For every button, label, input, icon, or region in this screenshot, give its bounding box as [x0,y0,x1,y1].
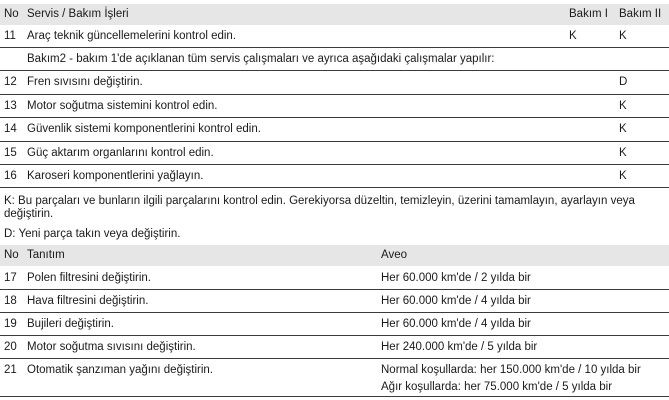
row-description: Otomatik şanzıman yağını değiştirin. [27,364,213,376]
row-number: 13 [4,100,17,112]
table1-header-title: Servis / Bakım İşleri [27,8,129,20]
legend-note-k: K: Bu parçaları ve bunların ilgili parçalarını kontrol edin. Gerekiyorsa düzeltin, temizleyin, üzerini tamamlayın, ayarlayın veya değiştirin. [4,195,635,220]
row-number: 14 [4,123,17,135]
table-row [0,118,669,142]
row-number: 16 [4,170,17,182]
table-row [0,313,669,336]
row-bakim1-mark: K [569,30,577,42]
row-number: 17 [4,272,17,284]
row-description: Hava filtresini değiştirin. [27,295,149,307]
table-row [0,359,669,397]
row-number: 18 [4,295,17,307]
row-number: 12 [4,76,17,88]
row-bakim2-mark: K [619,147,627,159]
row-interval-heavy: Ağır koşullarda: her 75.000 km'de / 5 yılda bir [381,381,613,393]
row-interval: Her 60.000 km'de / 2 yılda bir [381,272,531,284]
row-number: 11 [4,30,16,42]
table2-header [0,245,669,266]
table2-header-no: No [4,249,19,261]
row-interval-normal: Normal koşullarda: her 150.000 km'de / 10 yılda bir [381,364,641,376]
row-number: 15 [4,147,17,159]
table1-header-no: No [4,8,19,20]
row-bakim2-mark: K [619,123,627,135]
table2-header-aveo: Aveo [381,249,408,261]
table1-header-bakim1: Bakım I [569,8,608,20]
row-description: Güvenlik sistemi komponentlerini kontrol edin. [27,123,261,135]
row-description: Motor soğutma sıvısını değiştirin. [27,341,196,353]
row-description: Güç aktarım organlarını kontrol edin. [27,147,214,159]
table-row [0,266,669,290]
table-row [0,165,669,188]
table-row [0,290,669,313]
row-description: Araç teknik güncellemelerini kontrol edin. [27,30,237,42]
legend-note-d: D: Yeni parça takın veya değiştirin. [4,228,181,240]
row-description: Fren sıvısını değiştirin. [27,76,143,88]
row-number: 21 [4,364,17,376]
row-description: Bakım2 - bakım 1'de açıklanan tüm servis çalışmaları ve ayrıca aşağıdaki çalışmalar yapılır: [27,53,495,65]
row-description: Karoseri komponentlerini yağlayın. [27,170,204,182]
table1-header-bakim2: Bakım II [619,8,662,20]
table-row [0,71,669,95]
table-row [0,336,669,359]
row-description: Motor soğutma sistemini kontrol edin. [27,100,218,112]
row-interval: Her 60.000 km'de / 4 yılda bir [381,295,531,307]
table-row [0,48,669,71]
row-description: Bujileri değiştirin. [27,318,114,330]
row-interval: Her 60.000 km'de / 4 yılda bir [381,318,531,330]
row-bakim2-mark: D [619,76,628,88]
row-bakim2-mark: K [619,30,627,42]
row-bakim2-mark: K [619,100,627,112]
table-row [0,25,669,48]
table-row [0,142,669,165]
row-number: 19 [4,318,17,330]
table1-header [0,4,669,25]
table2-header-title: Tanıtım [27,249,65,261]
row-bakim2-mark: K [619,170,627,182]
row-description: Polen filtresini değiştirin. [27,272,152,284]
row-number: 20 [4,341,17,353]
row-interval: Her 240.000 km'de / 5 yılda bir [381,341,538,353]
table-row [0,95,669,118]
